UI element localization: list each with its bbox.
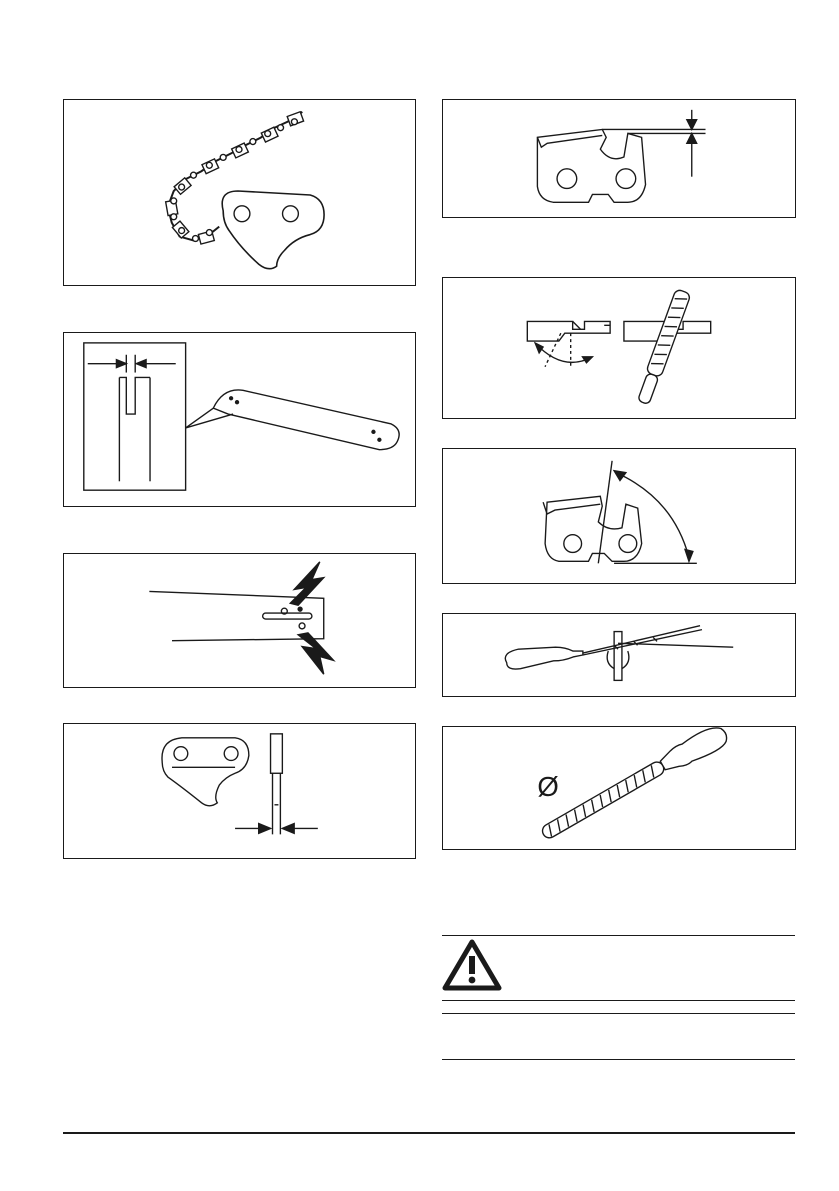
figure-drive-link-gauge bbox=[63, 723, 416, 859]
figure-file-holder bbox=[442, 613, 796, 697]
figure-bar-groove bbox=[63, 332, 416, 507]
figure-depth-gauge bbox=[442, 99, 796, 218]
guide-bar-nose-icon bbox=[64, 554, 415, 687]
figure-round-file bbox=[442, 726, 796, 850]
footer-rule bbox=[63, 1132, 795, 1134]
file-angle-icon bbox=[443, 278, 795, 418]
warning-divider-1 bbox=[442, 1000, 795, 1001]
warning-triangle-icon bbox=[442, 938, 502, 992]
guide-bar-groove-icon bbox=[64, 333, 415, 506]
figure-filing-angle bbox=[442, 277, 796, 419]
round-file-icon bbox=[443, 727, 795, 849]
figure-bar-nose bbox=[63, 553, 416, 688]
cutter-tooth-depth-icon bbox=[443, 100, 795, 217]
file-holder-icon bbox=[443, 614, 795, 696]
saw-chain-icon bbox=[64, 100, 415, 285]
cutter-angle-icon bbox=[443, 449, 795, 583]
warning-divider-2 bbox=[442, 1013, 795, 1014]
drive-link-gauge-icon bbox=[64, 724, 415, 858]
diameter-symbol: Ø bbox=[537, 770, 559, 802]
warning-top-rule bbox=[442, 935, 795, 936]
figure-top-plate-angle bbox=[442, 448, 796, 584]
warning-bottom-rule bbox=[442, 1059, 795, 1060]
figure-saw-chain bbox=[63, 99, 416, 286]
